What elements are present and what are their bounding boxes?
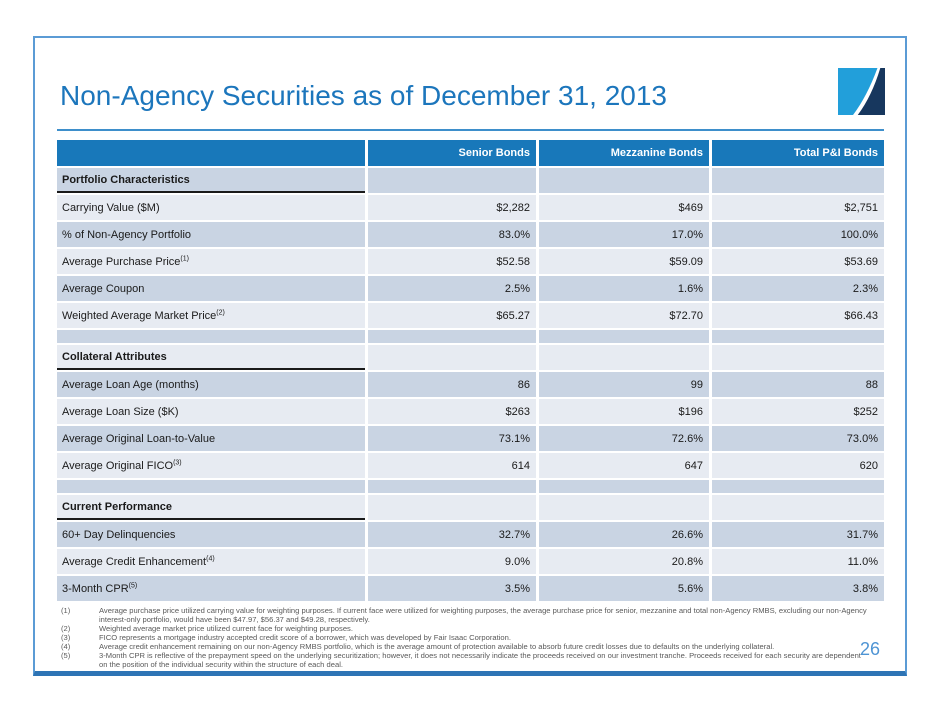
cell-mezzanine — [539, 495, 709, 520]
footnote — [57, 624, 869, 633]
cell-senior: $263 — [368, 399, 536, 424]
column-header-senior-bonds: Senior Bonds — [368, 140, 536, 166]
row-label: Average Purchase Price$^{(1)}$ — [57, 249, 365, 274]
row-label: Average Loan Size ($K) — [57, 399, 365, 424]
cell-mezzanine: 99 — [539, 372, 709, 397]
table-row-3-month-cpr — [57, 576, 884, 601]
cell-senior — [368, 345, 536, 370]
section-label: Collateral Attributes — [57, 345, 365, 370]
table-spacer-row — [57, 480, 884, 493]
cell-senior: 9.0% — [368, 549, 536, 574]
table-row-avg-coupon — [57, 276, 884, 301]
cell-mezzanine: 5.6% — [539, 576, 709, 601]
table-row-avg-original-ltv — [57, 426, 884, 451]
page-number: 26 — [860, 639, 881, 659]
cell-senior: 32.7% — [368, 522, 536, 547]
cell-mezzanine: $72.70 — [539, 303, 709, 328]
footnote — [57, 633, 869, 642]
cell-total: 3.8% — [712, 576, 884, 601]
title-underline — [57, 129, 884, 131]
company-logo-icon — [838, 68, 885, 115]
footnote-number: (3) — [61, 633, 71, 642]
row-label: Average Original FICO$^{(3)}$ — [57, 453, 365, 478]
table-spacer-row — [57, 330, 884, 343]
footnote-marker: (3) — [173, 458, 182, 466]
cell-senior: 3.5% — [368, 576, 536, 601]
cell-senior: 2.5% — [368, 276, 536, 301]
column-header-blank — [57, 140, 365, 166]
footnote — [57, 651, 869, 669]
footnote-number: (2) — [61, 624, 71, 633]
cell-senior: $65.27 — [368, 303, 536, 328]
footnote-marker: (1) — [180, 254, 189, 262]
cell-total: $2,751 — [712, 195, 884, 220]
row-label: 60+ Day Delinquencies — [57, 522, 365, 547]
cell-total: 620 — [712, 453, 884, 478]
cell-total: 2.3% — [712, 276, 884, 301]
section-label: Current Performance — [57, 495, 365, 520]
table-row-60-day-delinquencies — [57, 522, 884, 547]
section-row-portfolio-characteristics — [57, 168, 884, 193]
cell-mezzanine — [539, 345, 709, 370]
cell-mezzanine: $59.09 — [539, 249, 709, 274]
section-label: Portfolio Characteristics — [57, 168, 365, 193]
cell-senior: 83.0% — [368, 222, 536, 247]
footnote-number: (5) — [61, 651, 71, 660]
row-label: Average Credit Enhancement$^{(4)}$ — [57, 549, 365, 574]
cell-mezzanine: 72.6% — [539, 426, 709, 451]
section-row-collateral-attributes — [57, 345, 884, 370]
cell-mezzanine: $469 — [539, 195, 709, 220]
table-row-pct-non-agency — [57, 222, 884, 247]
cell-total: 31.7% — [712, 522, 884, 547]
footnote-text: 3-Month CPR is reflective of the prepayment speed on the underlying securitization; however, it does not necessarily indicate the proceeds received on our investment tranche. Proceeds received for each security are dependent on the position of the individual security within the structure of each deal. — [99, 651, 861, 669]
cell-total — [712, 168, 884, 193]
cell-total: $53.69 — [712, 249, 884, 274]
table-row-weighted-avg-market-price — [57, 303, 884, 328]
column-header-total-pi-bonds: Total P&I Bonds — [712, 140, 884, 166]
cell-mezzanine — [539, 168, 709, 193]
footnote-marker: (5) — [128, 581, 138, 589]
row-label: Weighted Average Market Price$^{(2)}$ — [57, 303, 365, 328]
footnote — [57, 606, 869, 624]
cell-mezzanine: 647 — [539, 453, 709, 478]
footnote-text: Average credit enhancement remaining on our non-Agency RMBS portfolio, which is the average amount of protection available to absorb future credit losses due to defaults on the underlying collateral. — [99, 642, 775, 651]
row-label: Average Loan Age (months) — [57, 372, 365, 397]
footnote-text: FICO represents a mortgage industry accepted credit score of a borrower, which was developed by Fair Isaac Corporation. — [99, 633, 511, 642]
table-header-row — [57, 140, 884, 166]
cell-total: 100.0% — [712, 222, 884, 247]
cell-mezzanine: 26.6% — [539, 522, 709, 547]
cell-mezzanine: 20.8% — [539, 549, 709, 574]
cell-total: 73.0% — [712, 426, 884, 451]
table-row-avg-purchase-price — [57, 249, 884, 274]
cell-total: 88 — [712, 372, 884, 397]
cell-total: 11.0% — [712, 549, 884, 574]
row-label: 3-Month CPR$^{(5)}$ — [57, 576, 365, 601]
cell-total — [712, 495, 884, 520]
footnote-text: Weighted average market price utilized current face for weighting purposes. — [99, 624, 353, 633]
cell-senior: 73.1% — [368, 426, 536, 451]
cell-senior: $2,282 — [368, 195, 536, 220]
table-row-avg-loan-age — [57, 372, 884, 397]
row-label: Average Coupon — [57, 276, 365, 301]
cell-senior: 614 — [368, 453, 536, 478]
table-row-carrying-value — [57, 195, 884, 220]
cell-mezzanine: 17.0% — [539, 222, 709, 247]
row-label: % of Non-Agency Portfolio — [57, 222, 365, 247]
table-row-avg-credit-enhancement — [57, 549, 884, 574]
footnotes-block — [57, 606, 869, 669]
cell-senior: $52.58 — [368, 249, 536, 274]
footnote — [57, 642, 869, 651]
cell-total — [712, 345, 884, 370]
column-header-mezzanine-bonds: Mezzanine Bonds — [539, 140, 709, 166]
footnote-text: Average purchase price utilized carrying value for weighting purposes. If current face were utilized for weighting purposes, the average purchase price for senior, mezzanine and total non-Agency RMBS, excluding our non-Agency interest-only portfolio, would have been $47.97, $56.37 and $49.28, respectively. — [99, 606, 867, 624]
row-label: Carrying Value ($M) — [57, 195, 365, 220]
cell-total: $66.43 — [712, 303, 884, 328]
footnote-marker: (4) — [206, 554, 215, 562]
row-label: Average Original Loan-to-Value — [57, 426, 365, 451]
cell-mezzanine: 1.6% — [539, 276, 709, 301]
footnote-marker: (2) — [216, 308, 225, 316]
footnote-number: (4) — [61, 642, 71, 651]
footnote-number: (1) — [61, 606, 71, 615]
cell-senior — [368, 495, 536, 520]
table-row-avg-original-fico — [57, 453, 884, 478]
section-row-current-performance — [57, 495, 884, 520]
table-row-avg-loan-size — [57, 399, 884, 424]
cell-total: $252 — [712, 399, 884, 424]
securities-table — [54, 138, 887, 603]
page-title: Non-Agency Securities as of December 31, 2013 — [60, 80, 667, 111]
cell-senior: 86 — [368, 372, 536, 397]
cell-mezzanine: $196 — [539, 399, 709, 424]
cell-senior — [368, 168, 536, 193]
